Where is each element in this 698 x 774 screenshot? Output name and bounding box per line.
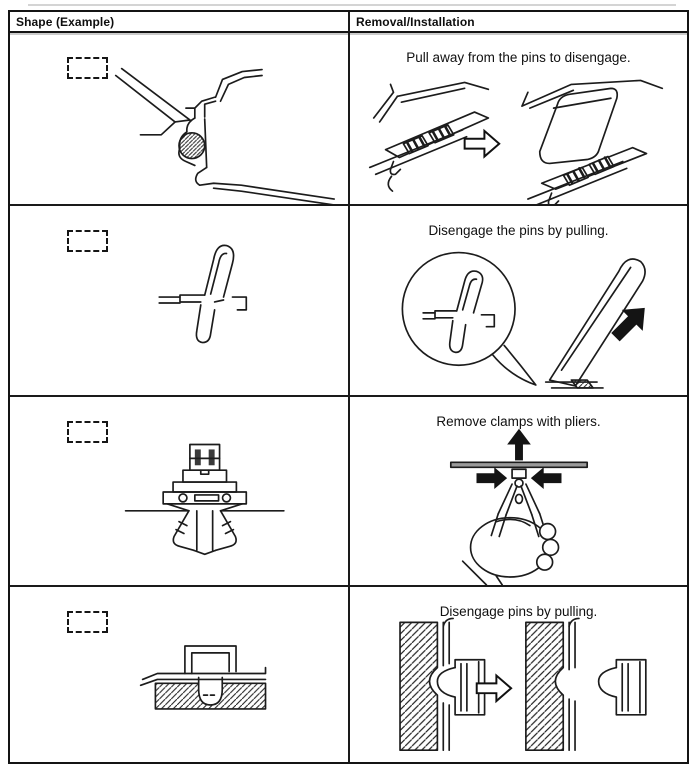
scan-artifact-line xyxy=(28,4,676,6)
instruction-text-row4: Disengage pins by pulling. xyxy=(439,604,598,619)
inward-arrow-left-icon xyxy=(476,467,507,489)
removal-cell-row4 xyxy=(350,587,687,762)
shape-cell-row2 xyxy=(10,206,350,397)
instruction-text-row2: Disengage the pins by pulling. xyxy=(428,223,609,238)
clip-removal-table xyxy=(8,10,689,764)
removal-cell-row3 xyxy=(350,397,687,587)
hook-pin-cross-section-drawing xyxy=(10,206,348,395)
col-header-shape: Shape (Example) xyxy=(10,12,350,33)
pillar-trim-pull-illustration xyxy=(350,206,687,395)
anchor-clamp-cross-section-drawing xyxy=(10,397,348,585)
shape-cell-row3 xyxy=(10,397,350,587)
shape-cell-row1 xyxy=(10,33,350,206)
pliers-removing-clamp-illustration xyxy=(350,397,687,585)
shape-cell-row4 xyxy=(10,587,350,762)
removal-cell-row1 xyxy=(350,33,687,206)
pin-socket-before-after-illustration xyxy=(350,587,687,762)
removal-cell-row2 xyxy=(350,206,687,397)
inward-arrow-right-icon xyxy=(531,467,562,489)
mushroom-pin-cross-section-drawing xyxy=(10,587,348,762)
right-arrow-icon xyxy=(465,131,500,157)
instruction-text-row1: Pull away from the pins to disengage. xyxy=(406,50,631,65)
molding-clip-cross-section-drawing xyxy=(10,33,348,204)
magnifier-balloon-icon xyxy=(402,253,515,366)
col-header-removal: Removal/Installation xyxy=(350,12,687,33)
instruction-text-row3: Remove clamps with pliers. xyxy=(436,414,601,429)
molding-before-after-illustration xyxy=(350,33,687,204)
right-arrow-icon xyxy=(477,675,511,701)
up-arrow-icon xyxy=(507,429,531,461)
